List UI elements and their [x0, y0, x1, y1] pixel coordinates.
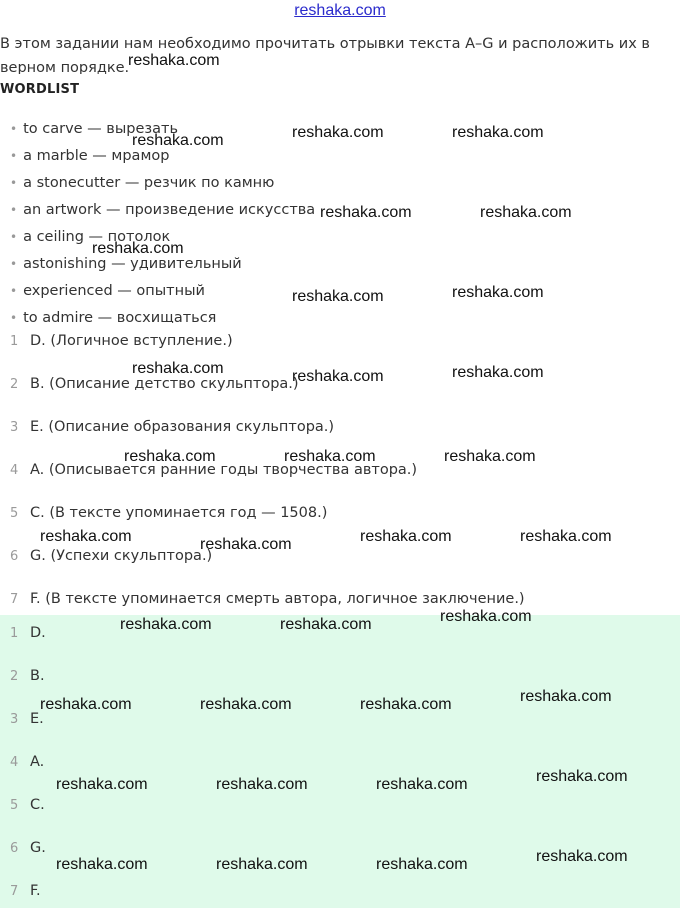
wordlist-entry: a stonecutter — резчик по камню: [23, 175, 275, 191]
answer-number: 4: [10, 755, 19, 770]
watermark: reshaka.com: [40, 696, 132, 713]
bullet-icon: •: [10, 257, 18, 271]
watermark: reshaka.com: [536, 768, 628, 785]
intro-text: В этом задании нам необходимо прочитать отрывки текста A–G и расположить их в верном порядке.: [0, 36, 650, 74]
answer-text: F. (В тексте упоминается смерть автора, логичное заключение.): [30, 591, 525, 607]
watermark: reshaka.com: [200, 536, 292, 553]
watermark: reshaka.com: [40, 528, 132, 545]
watermark: reshaka.com: [128, 52, 220, 69]
watermark: reshaka.com: [120, 616, 212, 633]
answer-text: C.: [30, 797, 45, 813]
wordlist-entry: experienced — опытный: [23, 283, 205, 299]
site-header-link[interactable]: reshaka.com: [294, 2, 386, 19]
answer-text: D.: [30, 625, 46, 641]
answer-number: 7: [10, 884, 19, 899]
answer-text: B.: [30, 668, 45, 684]
answer-text: E.: [30, 711, 44, 727]
answer-text: A.: [30, 754, 45, 770]
wordlist-entry: a marble — мрамор: [23, 148, 170, 164]
short-answer-item: [0, 665, 46, 708]
watermark: reshaka.com: [452, 364, 544, 381]
watermark: reshaka.com: [132, 132, 224, 149]
answer-text: C. (В тексте упоминается год — 1508.): [30, 505, 328, 521]
watermark: reshaka.com: [360, 696, 452, 713]
watermark: reshaka.com: [536, 848, 628, 865]
short-answer-list: [0, 622, 46, 923]
short-answer-item: [0, 880, 46, 923]
watermark: reshaka.com: [92, 240, 184, 257]
bullet-icon: •: [10, 149, 18, 163]
wordlist-entry: to admire — восхищаться: [23, 310, 217, 323]
answer-number: 1: [10, 334, 19, 349]
answer-number: 2: [10, 669, 19, 684]
answer-number: 6: [10, 549, 19, 564]
short-answer-item: [0, 751, 46, 794]
watermark: reshaka.com: [292, 288, 384, 305]
answer-number: 5: [10, 798, 19, 813]
watermark: reshaka.com: [56, 776, 148, 793]
short-answer-item: [0, 708, 46, 751]
answer-number: 2: [10, 377, 19, 392]
watermark: reshaka.com: [292, 124, 384, 141]
watermark: reshaka.com: [376, 776, 468, 793]
bullet-icon: •: [10, 284, 18, 298]
answer-number: 5: [10, 506, 19, 521]
answer-text: G. (Успехи скульптора.): [30, 548, 213, 564]
watermark: reshaka.com: [520, 528, 612, 545]
answer-number: 4: [10, 463, 19, 478]
wordlist-entry: a ceiling — потолок: [23, 229, 171, 245]
bullet-icon: •: [10, 203, 18, 217]
watermark: reshaka.com: [360, 528, 452, 545]
watermark: reshaka.com: [440, 608, 532, 625]
short-answer-item: [0, 837, 46, 880]
wordlist-title: WORDLIST: [0, 82, 80, 97]
bullet-icon: •: [10, 122, 18, 136]
answer-number: 3: [10, 420, 19, 435]
watermark: reshaka.com: [132, 360, 224, 377]
watermark: reshaka.com: [376, 856, 468, 873]
wordlist-entry: an artwork — произведение искусства: [23, 202, 316, 218]
answer-text: A. (Описывается ранние годы творчества автора.): [30, 462, 418, 478]
watermark: reshaka.com: [520, 688, 612, 705]
answer-number: 7: [10, 592, 19, 607]
answer-number: 6: [10, 841, 19, 856]
watermark: reshaka.com: [452, 284, 544, 301]
watermark: reshaka.com: [452, 124, 544, 141]
answer-text: B. (Описание детство скульптора.): [30, 376, 299, 392]
watermark: reshaka.com: [280, 616, 372, 633]
watermark: reshaka.com: [480, 204, 572, 221]
answer-number: 3: [10, 712, 19, 727]
list-item: [0, 198, 315, 225]
watermark: reshaka.com: [320, 204, 412, 221]
answer-text: E. (Описание образования скульптора.): [30, 419, 335, 435]
watermark: reshaka.com: [444, 448, 536, 465]
bullet-icon: •: [10, 230, 18, 244]
answer-number: 1: [10, 626, 19, 641]
answer-text: F.: [30, 883, 41, 899]
short-answer-item: [0, 622, 46, 665]
answer-text: G.: [30, 840, 46, 856]
watermark: reshaka.com: [124, 448, 216, 465]
list-item: [0, 306, 315, 323]
wordlist-entry: to carve — вырезать: [23, 121, 178, 137]
watermark: reshaka.com: [56, 856, 148, 873]
watermark: reshaka.com: [284, 448, 376, 465]
list-item: [0, 171, 315, 198]
watermark: reshaka.com: [292, 368, 384, 385]
watermark: reshaka.com: [200, 696, 292, 713]
answer-text: D. (Логичное вступление.): [30, 333, 233, 349]
list-item: [0, 279, 315, 306]
bullet-icon: •: [10, 311, 18, 323]
answer-item: [0, 545, 680, 588]
answer-item: [0, 330, 680, 373]
watermark: reshaka.com: [216, 856, 308, 873]
watermark: reshaka.com: [216, 776, 308, 793]
bullet-icon: •: [10, 176, 18, 190]
short-answer-item: [0, 794, 46, 837]
wordlist-entry: astonishing — удивительный: [23, 256, 242, 272]
